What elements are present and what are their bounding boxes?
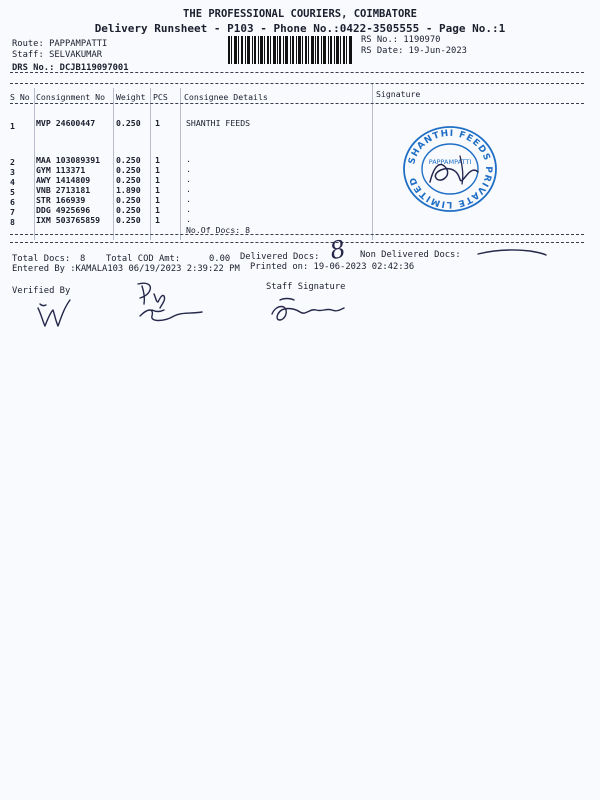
row-consignee: . bbox=[186, 194, 191, 204]
row-pcs: 1 bbox=[155, 175, 160, 185]
row-weight: 1.890 bbox=[116, 185, 141, 195]
drs-number: DRS No.: DCJB119097001 bbox=[12, 63, 129, 73]
rs-number: RS No.: 1190970 bbox=[361, 35, 441, 45]
row-sno: 2 bbox=[10, 157, 15, 167]
row-sno: 6 bbox=[10, 197, 15, 207]
delivered-docs-handwritten: 8 bbox=[327, 234, 349, 266]
row-consignment: IXM 503765859 bbox=[36, 215, 101, 225]
row-sno: 4 bbox=[10, 177, 15, 187]
row-pcs: 1 bbox=[155, 118, 160, 128]
printed-on: Printed on: 19-06-2023 02:42:36 bbox=[250, 262, 415, 272]
row-consignee: . bbox=[186, 214, 191, 224]
row-pcs: 1 bbox=[155, 205, 160, 215]
row-pcs: 1 bbox=[155, 155, 160, 165]
row-weight: 0.250 bbox=[116, 195, 141, 205]
handwritten-initials bbox=[134, 278, 206, 326]
row-consignment: GYM 113371 bbox=[36, 165, 86, 175]
total-docs-value: 8 bbox=[80, 254, 86, 264]
column-rule bbox=[34, 88, 35, 240]
row-weight: 0.250 bbox=[116, 155, 141, 165]
staff-signature bbox=[266, 294, 346, 328]
row-weight: 0.250 bbox=[116, 118, 141, 128]
row-sno: 1 bbox=[10, 121, 15, 131]
delivered-docs-label: Delivered Docs: bbox=[240, 252, 320, 262]
stamp-signature bbox=[430, 164, 478, 182]
non-delivered-docs-label: Non Delivered Docs: bbox=[360, 250, 461, 260]
col-header-consignment: Consignment No bbox=[36, 92, 106, 102]
column-rule bbox=[180, 88, 181, 240]
divider bbox=[10, 103, 584, 104]
barcode bbox=[228, 36, 354, 64]
row-weight: 0.250 bbox=[116, 215, 141, 225]
staff-label: Staff: SELVAKUMAR bbox=[12, 50, 103, 60]
row-weight: 0.250 bbox=[116, 175, 141, 185]
total-cod-label: Total COD Amt: bbox=[106, 254, 181, 264]
rs-date: RS Date: 19-Jun-2023 bbox=[361, 46, 467, 56]
route-label: Route: PAPPAMPATTI bbox=[12, 39, 108, 49]
row-sno: 7 bbox=[10, 207, 15, 217]
col-header-pcs: PCS bbox=[153, 92, 168, 102]
col-header-signature: Signature bbox=[376, 89, 421, 99]
total-cod-value: 0.00 bbox=[209, 254, 231, 264]
total-docs-label: Total Docs: bbox=[12, 254, 71, 264]
row-weight: 0.250 bbox=[116, 205, 141, 215]
stamp-ring-text: SHANTHI FEEDS PRIVATE LIMITED bbox=[407, 128, 494, 210]
row-sno: 5 bbox=[10, 187, 15, 197]
row-pcs: 1 bbox=[155, 195, 160, 205]
column-rule bbox=[113, 88, 114, 240]
col-header-consignee: Consignee Details bbox=[184, 92, 268, 102]
row-sno: 3 bbox=[10, 167, 15, 177]
verified-by-label: Verified By bbox=[12, 286, 71, 296]
col-header-sno: S No bbox=[10, 92, 30, 102]
row-consignee: . bbox=[186, 184, 191, 194]
row-consignee: . bbox=[186, 174, 191, 184]
row-consignee: SHANTHI FEEDS bbox=[186, 118, 251, 128]
row-consignee: . bbox=[186, 204, 191, 214]
row-weight: 0.250 bbox=[116, 165, 141, 175]
row-consignment: VNB 2713181 bbox=[36, 185, 91, 195]
divider bbox=[10, 242, 584, 243]
stamp-inner-text: PAPPAMPATTI bbox=[428, 158, 472, 166]
row-consignment: MAA 103089391 bbox=[36, 155, 101, 165]
staff-signature-label: Staff Signature bbox=[266, 282, 346, 292]
row-consignment: MVP 24600447 bbox=[36, 118, 96, 128]
row-consignment: DDG 4925696 bbox=[36, 205, 91, 215]
company-title: THE PROFESSIONAL COURIERS, COIMBATORE bbox=[183, 8, 417, 20]
divider bbox=[10, 83, 584, 84]
divider bbox=[10, 72, 584, 73]
col-header-weight: Weight bbox=[116, 92, 146, 102]
company-stamp bbox=[400, 124, 500, 214]
entered-by: Entered By :KAMALA103 06/19/2023 2:39:22 PM bbox=[12, 264, 240, 274]
column-rule bbox=[150, 88, 151, 240]
row-pcs: 1 bbox=[155, 215, 160, 225]
handwritten-dash bbox=[476, 246, 548, 260]
row-consignee: . bbox=[186, 154, 191, 164]
no-of-docs: No.Of Docs: 8 bbox=[186, 225, 251, 235]
row-pcs: 1 bbox=[155, 165, 160, 175]
column-rule bbox=[372, 84, 373, 240]
row-consignment: STR 166939 bbox=[36, 195, 86, 205]
row-consignee: . bbox=[186, 164, 191, 174]
row-consignment: AWY 1414809 bbox=[36, 175, 91, 185]
row-sno: 8 bbox=[10, 217, 15, 227]
row-pcs: 1 bbox=[155, 185, 160, 195]
runsheet-subtitle: Delivery Runsheet - P103 - Phone No.:0422-3505555 - Page No.:1 bbox=[94, 22, 506, 35]
verifier-signature bbox=[34, 296, 74, 332]
divider bbox=[10, 234, 584, 235]
